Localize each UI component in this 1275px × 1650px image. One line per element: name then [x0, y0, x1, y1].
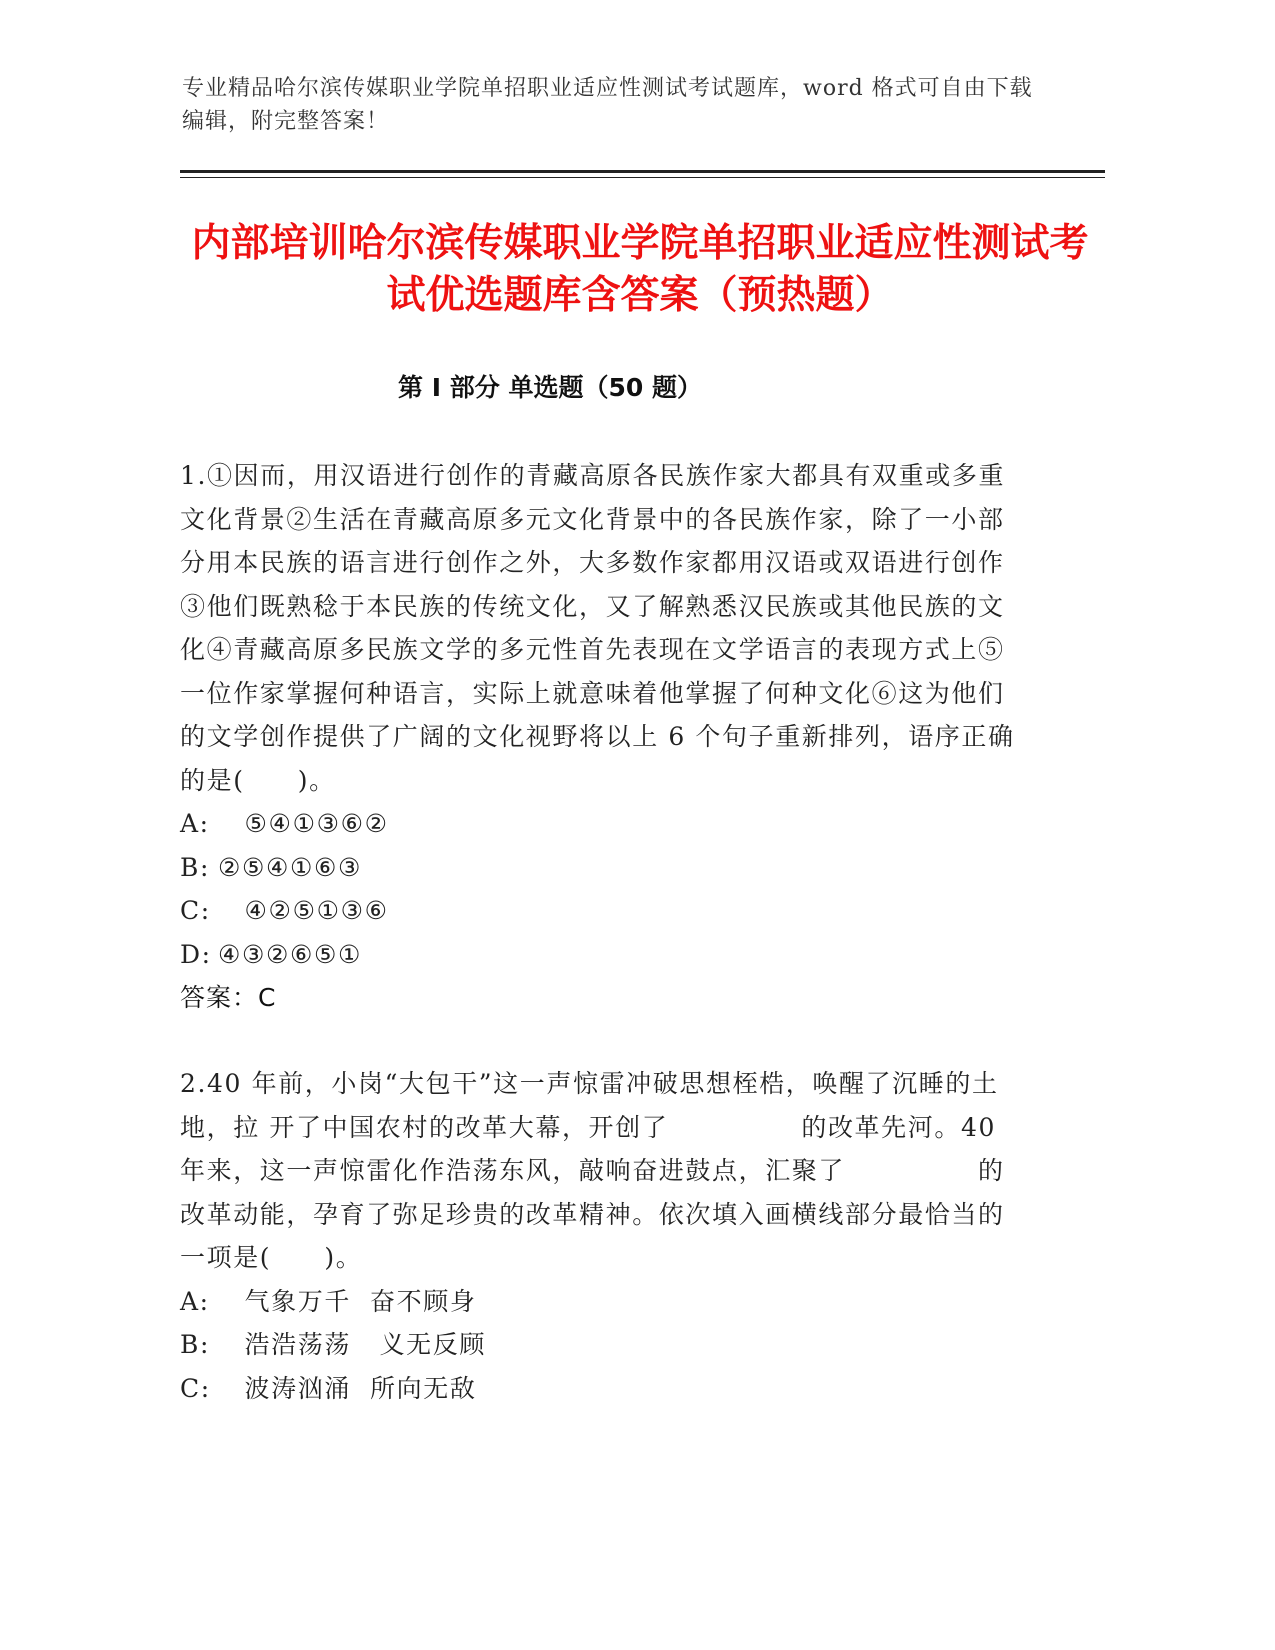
- option-label: A:: [180, 1286, 210, 1316]
- option-a[interactable]: [180, 1280, 1030, 1324]
- option-a[interactable]: [180, 802, 1030, 846]
- question-1: [180, 454, 1030, 1020]
- question-stem: 2.40 年前，小岗“大包干”这一声惊雷冲破思想桎梏，唤醒了沉睡的土地，拉 开了中国农村的改革大幕，开创了 的改革先河。40 年来，这一声惊雷化作浩荡东风，敲响奋进鼓点，汇聚了 的改革动能，孕育了弥足珍贵的改革精神。依次填入画横线部分最恰当的一项是( )。: [180, 1069, 1005, 1272]
- header-note: 专业精品哈尔滨传媒职业学院单招职业适应性测试考试题库，word 格式可自由下载编辑，附完整答案！: [182, 76, 1033, 134]
- document-title: 内部培训哈尔滨传媒职业学院单招职业适应性测试考试优选题库含答案（预热题）: [191, 221, 1089, 318]
- option-label: B:: [180, 852, 210, 882]
- header-rule-thin: [180, 177, 1105, 178]
- question-2: [180, 1062, 1030, 1410]
- option-d[interactable]: [180, 933, 1030, 977]
- option-text: ④②⑤①③⑥: [235, 896, 389, 925]
- option-label: A:: [180, 809, 210, 838]
- option-text: 浩浩荡荡 义无反顾: [235, 1330, 486, 1359]
- option-label: B:: [180, 1330, 210, 1359]
- option-text: ⑤④①③⑥②: [235, 809, 389, 838]
- option-label: C:: [180, 896, 211, 925]
- option-b[interactable]: [180, 1323, 1030, 1367]
- option-b[interactable]: [180, 846, 1030, 890]
- option-label: C:: [180, 1373, 211, 1403]
- option-text: 气象万千 奋不顾身: [235, 1286, 477, 1316]
- question-stem: 1.①因而，用汉语进行创作的青藏高原各民族作家大都具有双重或多重文化背景②生活在青藏高原多元文化背景中的各民族作家，除了一小部分用本民族的语言进行创作之外，大多数作家都用汉语或双语进行创作③他们既熟稔于本民族的传统文化，又了解熟悉汉民族或其他民族的文化④青藏高原多民族文学的多元性首先表现在文学语言的表现方式上⑤一位作家掌握何种语言，实际上就意味着他掌握了何种文化⑥这为他们的文学创作提供了广阔的文化视野将以上 6 个句子重新排列，语序正确的是( )。: [180, 461, 1015, 795]
- option-text: ④③②⑥⑤①: [218, 939, 363, 969]
- header-rule-thick: [180, 170, 1105, 173]
- option-label: D:: [180, 939, 212, 969]
- option-c[interactable]: [180, 889, 1030, 933]
- option-text: 波涛汹涌 所向无敌: [235, 1373, 477, 1403]
- option-text: ②⑤④①⑥③: [218, 852, 363, 882]
- option-c[interactable]: [180, 1367, 1030, 1411]
- section-heading: 第 I 部分 单选题（50 题）: [398, 373, 702, 402]
- answer-text: 答案：C: [180, 983, 277, 1012]
